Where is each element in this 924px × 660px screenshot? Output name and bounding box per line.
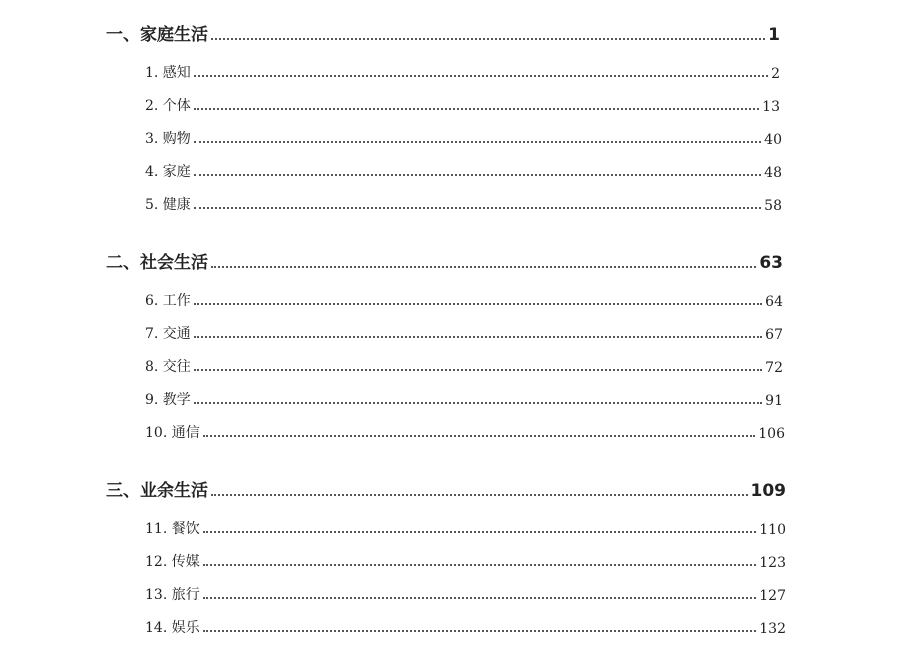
toc-page-number: 109: [750, 481, 786, 501]
toc-page-number: 2: [771, 66, 780, 82]
toc-page-number: 72: [765, 360, 783, 376]
toc-entry: [145, 584, 786, 604]
toc-page-number: 58: [764, 198, 782, 214]
toc-entry: [145, 161, 782, 181]
toc-page-number: 48: [764, 165, 782, 181]
toc-page-number: 106: [758, 426, 785, 442]
toc-entry-label: 5. 健康: [145, 197, 191, 213]
toc-section-social-life: [106, 248, 783, 273]
toc-leader-dots: [194, 401, 762, 404]
toc-leader-dots: [203, 434, 756, 437]
toc-page-number: 63: [759, 253, 783, 273]
toc-entry: [145, 356, 783, 376]
toc-leader-dots: [203, 629, 757, 632]
toc-leader-dots: [211, 493, 748, 496]
toc-entry-label: 13. 旅行: [145, 587, 200, 603]
toc-entry-label: 8. 交往: [145, 359, 191, 375]
toc-entry: [145, 323, 783, 343]
toc-page-number: 91: [765, 393, 783, 409]
toc-leader-dots: [194, 368, 762, 371]
toc-entry-label: 11. 餐饮: [145, 521, 200, 537]
toc-leader-dots: [211, 265, 756, 268]
toc-entry-label: 3. 购物: [145, 131, 191, 147]
toc-entry: [145, 194, 782, 214]
toc-entry-label: 2. 个体: [145, 98, 191, 114]
toc-page-number: 110: [759, 522, 786, 538]
toc-entry-label: 7. 交通: [145, 326, 191, 342]
toc-leader-dots: [211, 37, 765, 40]
toc-entry: [145, 95, 780, 115]
toc-leader-dots: [194, 302, 762, 305]
toc-page-number: 40: [764, 132, 782, 148]
toc-entry: [145, 290, 783, 310]
toc-entry: [145, 62, 780, 82]
toc-entry: [145, 551, 786, 571]
toc-leader-dots: [194, 173, 761, 176]
toc-entry: [145, 617, 786, 637]
toc-page-number: 132: [759, 621, 786, 637]
toc-leader-dots: [194, 107, 759, 110]
toc-leader-dots: [194, 140, 761, 143]
toc-page-number: 64: [765, 294, 783, 310]
toc-entry: [145, 128, 782, 148]
toc-page-number: 67: [765, 327, 783, 343]
toc-entry-label: 4. 家庭: [145, 164, 191, 180]
toc-section-family-life: [106, 20, 780, 45]
toc-leader-dots: [194, 206, 761, 209]
toc-page-number: 127: [759, 588, 786, 604]
toc-entry: [145, 518, 786, 538]
toc-entry-label: 9. 教学: [145, 392, 191, 408]
toc-section-leisure-life: [106, 476, 786, 501]
toc-leader-dots: [203, 563, 757, 566]
toc-entry: [145, 389, 783, 409]
toc-leader-dots: [194, 335, 762, 338]
toc-page-number: 1: [768, 25, 780, 45]
toc-entry-label: 14. 娱乐: [145, 620, 200, 636]
toc-leader-dots: [203, 530, 757, 533]
toc-entry: [145, 422, 785, 442]
toc-entry-label: 6. 工作: [145, 293, 191, 309]
toc-entry-label: 12. 传媒: [145, 554, 200, 570]
toc-entry-label: 10. 通信: [145, 425, 200, 441]
toc-section-title: 一、家庭生活: [106, 25, 208, 45]
toc-page-number: 123: [759, 555, 786, 571]
toc-section-title: 三、业余生活: [106, 481, 208, 501]
toc-page-number: 13: [762, 99, 780, 115]
toc-section-title: 二、社会生活: [106, 253, 208, 273]
toc-leader-dots: [194, 74, 768, 77]
toc-entry-label: 1. 感知: [145, 65, 191, 81]
toc-leader-dots: [203, 596, 757, 599]
